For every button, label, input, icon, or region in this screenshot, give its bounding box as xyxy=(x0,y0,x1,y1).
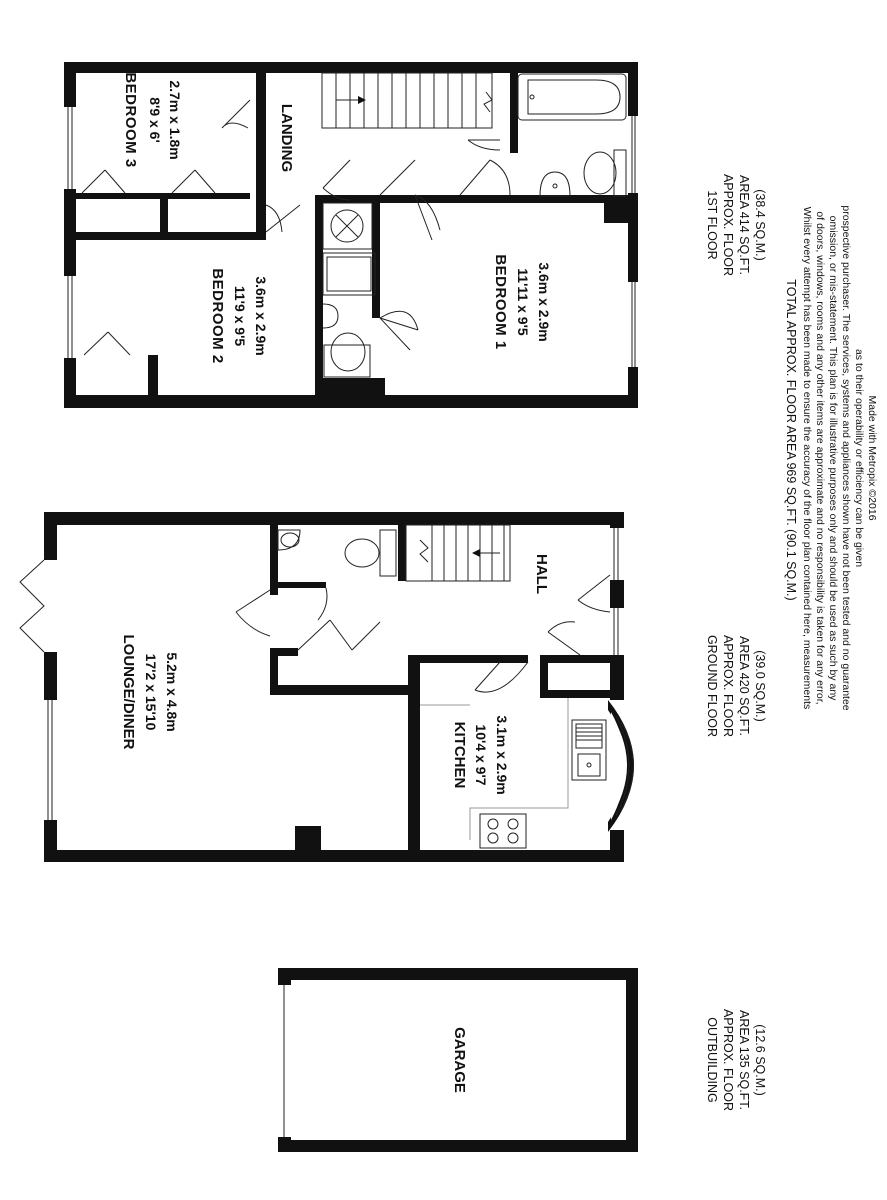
bedroom-3-name: BEDROOM 3 xyxy=(122,72,139,168)
svg-text:(39.0 SQ.M.): (39.0 SQ.M.) xyxy=(753,650,767,722)
bedroom-2-imperial: 11'9 x 9'5 xyxy=(232,285,248,347)
svg-text:AREA 420 SQ.FT.: AREA 420 SQ.FT. xyxy=(737,635,751,737)
bedroom-2-metric: 3.6m x 2.9m xyxy=(253,276,269,356)
landing-name: LANDING xyxy=(278,103,295,173)
garage-name: GARAGE xyxy=(451,1027,468,1093)
lounge-imperial: 17'2 x 15'10 xyxy=(143,653,159,731)
lounge-name: LOUNGE/DINER xyxy=(120,634,137,750)
ground-floor-plan xyxy=(20,512,634,862)
kitchen-name: KITCHEN xyxy=(451,721,468,789)
svg-text:(12.6 SQ.M.): (12.6 SQ.M.) xyxy=(753,1024,767,1096)
svg-text:APPROX. FLOOR: APPROX. FLOOR xyxy=(721,634,735,738)
svg-text:APPROX. FLOOR: APPROX. FLOOR xyxy=(721,173,735,277)
svg-text:of doors, windows, rooms and a: of doors, windows, rooms and any other items are approximate and no responsibility is taken for any error, xyxy=(814,211,826,705)
bedroom-1-imperial: 11'11 x 9'5 xyxy=(515,268,531,336)
svg-text:GROUND FLOOR: GROUND FLOOR xyxy=(705,634,719,738)
outbuilding-plan xyxy=(278,968,638,1152)
bedroom-2-name: BEDROOM 2 xyxy=(209,268,226,364)
svg-text:OUTBUILDING: OUTBUILDING xyxy=(705,1017,719,1103)
svg-text:AREA 135 SQ.FT.: AREA 135 SQ.FT. xyxy=(737,1009,751,1111)
svg-text:1ST FLOOR: 1ST FLOOR xyxy=(705,190,719,260)
bedroom-3-metric: 2.7m x 1.8m xyxy=(167,80,183,160)
svg-text:prospective purchaser. The ser: prospective purchaser. The services, systems and appliances shown have not been tested and no guarantee xyxy=(840,205,852,711)
bedroom-3-imperial: 8'9 x 6' xyxy=(147,97,163,143)
svg-text:AREA 414 SQ.FT.: AREA 414 SQ.FT. xyxy=(737,174,751,276)
bedroom-1-name: BEDROOM 1 xyxy=(492,254,509,350)
outbuilding-area-note xyxy=(705,1009,767,1111)
first-floor-plan xyxy=(64,62,638,408)
kitchen-metric: 3.1m x 2.9m xyxy=(494,715,510,795)
svg-text:omission, or mis-statement. Th: omission, or mis-statement. This plan is for illustrative purposes only and should be used as such by any xyxy=(827,215,839,701)
svg-text:(38.4 SQ.M.): (38.4 SQ.M.) xyxy=(753,189,767,261)
first-floor-area-note xyxy=(705,174,767,276)
lounge-metric: 5.2m x 4.8m xyxy=(164,652,180,732)
bedroom-1-metric: 3.6m x 2.9m xyxy=(536,262,552,342)
total-area: TOTAL APPROX. FLOOR AREA 969 SQ.FT. (90.1 SQ.M.) xyxy=(784,279,798,601)
svg-text:Whilst every attempt has been: Whilst every attempt has been made to ensure the accuracy of the floor plan contained here, measurements xyxy=(801,206,813,710)
kitchen-imperial: 10'4 x 9'7 xyxy=(473,724,489,786)
disclaimer xyxy=(801,205,878,710)
svg-text:Made with Metropix ©2016: Made with Metropix ©2016 xyxy=(866,395,878,521)
hall-name: HALL xyxy=(533,554,550,594)
ground-floor-area-note xyxy=(705,635,767,737)
svg-text:as to their operability or eff: as to their operability or efficiency can be given xyxy=(853,348,865,568)
svg-text:APPROX. FLOOR: APPROX. FLOOR xyxy=(721,1008,735,1112)
